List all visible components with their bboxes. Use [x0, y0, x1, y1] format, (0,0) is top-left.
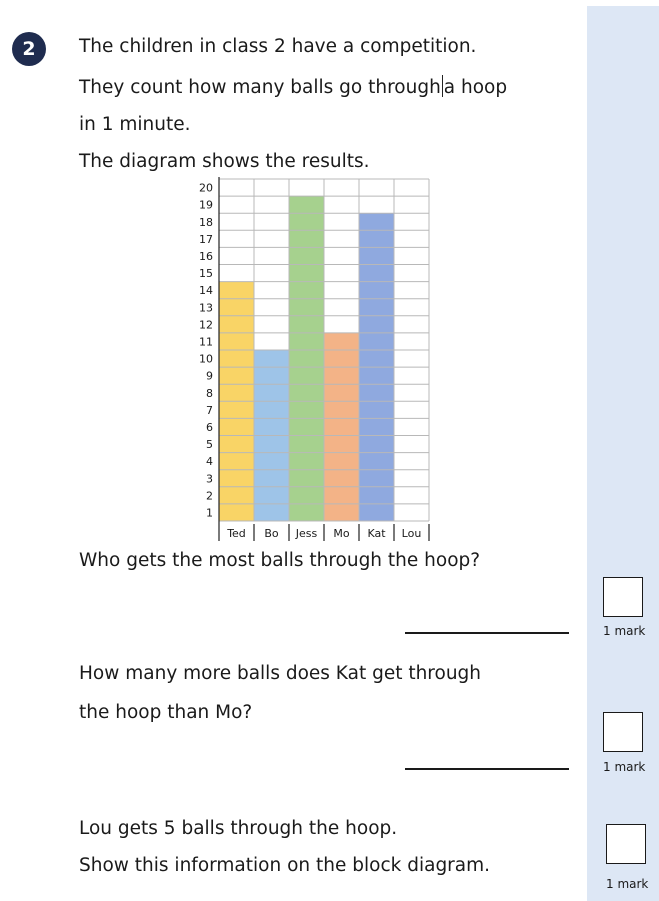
y-tick-label: 1 [206, 506, 213, 520]
y-tick-label: 14 [199, 284, 213, 298]
y-tick-label: 18 [199, 215, 213, 229]
answer-line-2[interactable] [405, 768, 569, 770]
question-number-badge: 2 [12, 32, 46, 66]
answer-line-1[interactable] [405, 632, 569, 634]
question-kat-vs-mo-line-1: How many more balls does Kat get through [79, 663, 482, 684]
y-tick-label: 13 [199, 301, 213, 315]
mark-box-2[interactable] [603, 712, 643, 752]
y-tick-label: 5 [206, 438, 213, 452]
question-most-balls: Who gets the most balls through the hoop? [79, 550, 481, 571]
category-label-jess: Jess [295, 527, 318, 540]
category-label-kat: Kat [367, 527, 386, 540]
intro-line-2-part-b: a hoop [443, 77, 508, 98]
y-tick-label: 3 [206, 472, 213, 486]
y-tick-label: 2 [206, 489, 213, 503]
mark-label-3: 1 mark [606, 877, 649, 891]
block-diagram [180, 170, 445, 548]
bar-jess [289, 196, 324, 521]
intro-line-1: The children in class 2 have a competition. [79, 36, 477, 57]
y-tick-label: 9 [206, 369, 213, 383]
category-label-mo: Mo [333, 527, 350, 540]
question-lou-line-2: Show this information on the block diagram. [79, 855, 491, 876]
y-tick-label: 17 [199, 232, 213, 246]
bar-mo [324, 333, 359, 521]
y-tick-label: 15 [199, 267, 213, 281]
y-tick-label: 19 [199, 198, 213, 212]
question-lou-line-1: Lou gets 5 balls through the hoop. [79, 818, 398, 839]
y-tick-label: 12 [199, 318, 213, 332]
mark-box-1[interactable] [603, 577, 643, 617]
y-tick-label: 20 [199, 181, 213, 195]
category-label-bo: Bo [264, 527, 279, 540]
intro-line-2 [79, 75, 507, 98]
mark-label-1: 1 mark [603, 624, 646, 638]
mark-box-3[interactable] [606, 824, 646, 864]
question-kat-vs-mo-line-2: the hoop than Mo? [79, 702, 253, 723]
y-tick-label: 4 [206, 455, 213, 469]
y-tick-label: 10 [199, 352, 213, 366]
mark-label-2: 1 mark [603, 760, 646, 774]
intro-line-3: in 1 minute. [79, 114, 191, 135]
text-cursor [442, 75, 443, 97]
intro-line-4: The diagram shows the results. [79, 151, 370, 172]
y-tick-label: 11 [199, 335, 213, 349]
intro-line-2-part-a: They count how many balls go through [79, 77, 441, 98]
y-tick-label: 7 [206, 403, 213, 417]
category-label-ted: Ted [227, 527, 246, 540]
y-tick-label: 6 [206, 420, 213, 434]
category-label-lou: Lou [401, 527, 422, 540]
y-tick-label: 16 [199, 249, 213, 263]
y-tick-label: 8 [206, 386, 213, 400]
